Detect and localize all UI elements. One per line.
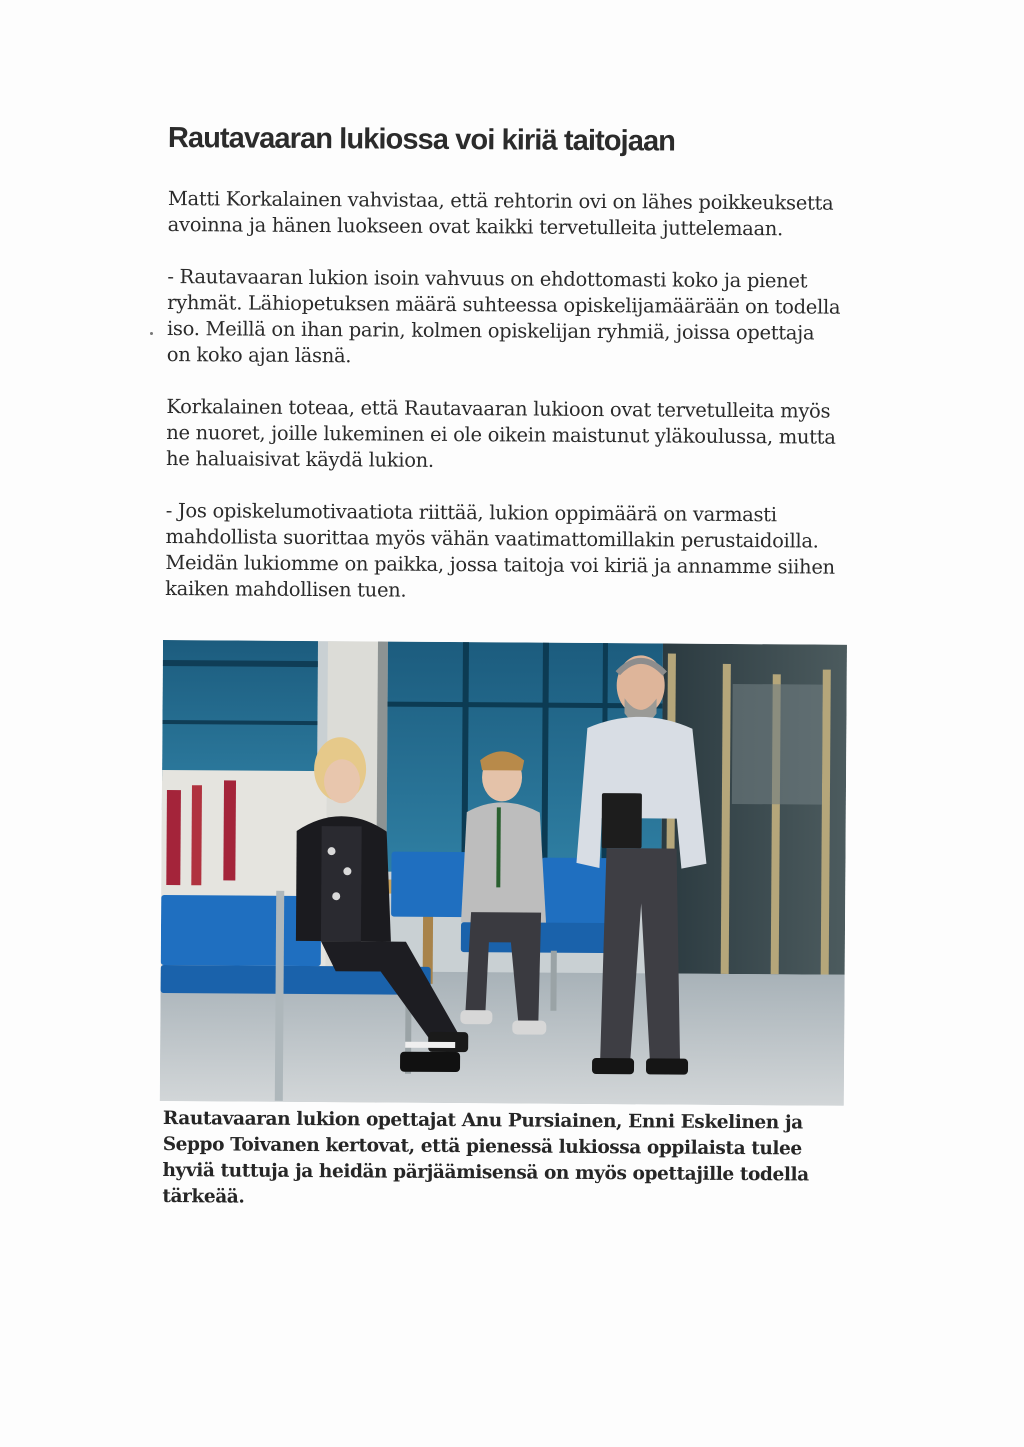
article-headline: Rautavaaran lukiossa voi kiriä taitojaan	[167, 122, 676, 158]
paragraph-4: - Jos opiskelumotivaatiota riittää, lukion oppimäärä on varmasti mahdollista suorittaa myös vähän vaatimattomillakin perustaidoilla. Meidän lukiomme on paikka, jossa taitoja voi kiriä ja annamme siihen kaiken mahdollisen tuen.	[165, 498, 835, 602]
paragraph-1: Matti Korkalainen vahvistaa, että rehtorin ovi on lähes poikkeuksetta avoinna ja hänen luokseen ovat kaikki tervetulleita juttelemaan.	[167, 186, 834, 241]
paragraph-2: - Rautavaaran lukion isoin vahvuus on ehdottomasti koko ja pienet ryhmät. Lähiopetuksen määrä suhteessa opiskelijamäärään on todella iso. Meillä on ihan parin, kolmen opiskelijan ryhmiä, joissa opettaja on koko ajan läsnä.	[166, 264, 841, 368]
margin-mark	[150, 332, 153, 335]
article-photo	[160, 640, 847, 1106]
paragraph-3: Korkalainen toteaa, että Rautavaaran lukioon ovat tervetulleita myös ne nuoret, joille lukeminen ei ole oikein maistunut yläkoulussa, mutta he haluaisivat käydä lukion.	[166, 394, 836, 472]
article-body	[165, 186, 858, 633]
photo-caption: Rautavaaran lukion opettajat Anu Pursiainen, Enni Eskelinen ja Seppo Toivanen kertovat, että pienessä lukiossa oppilaista tulee hyviä tuttuja ja heidän pärjäämisensä on myös opettajille todella tärkeää.	[162, 1108, 809, 1208]
photo-illustration	[160, 640, 847, 1106]
